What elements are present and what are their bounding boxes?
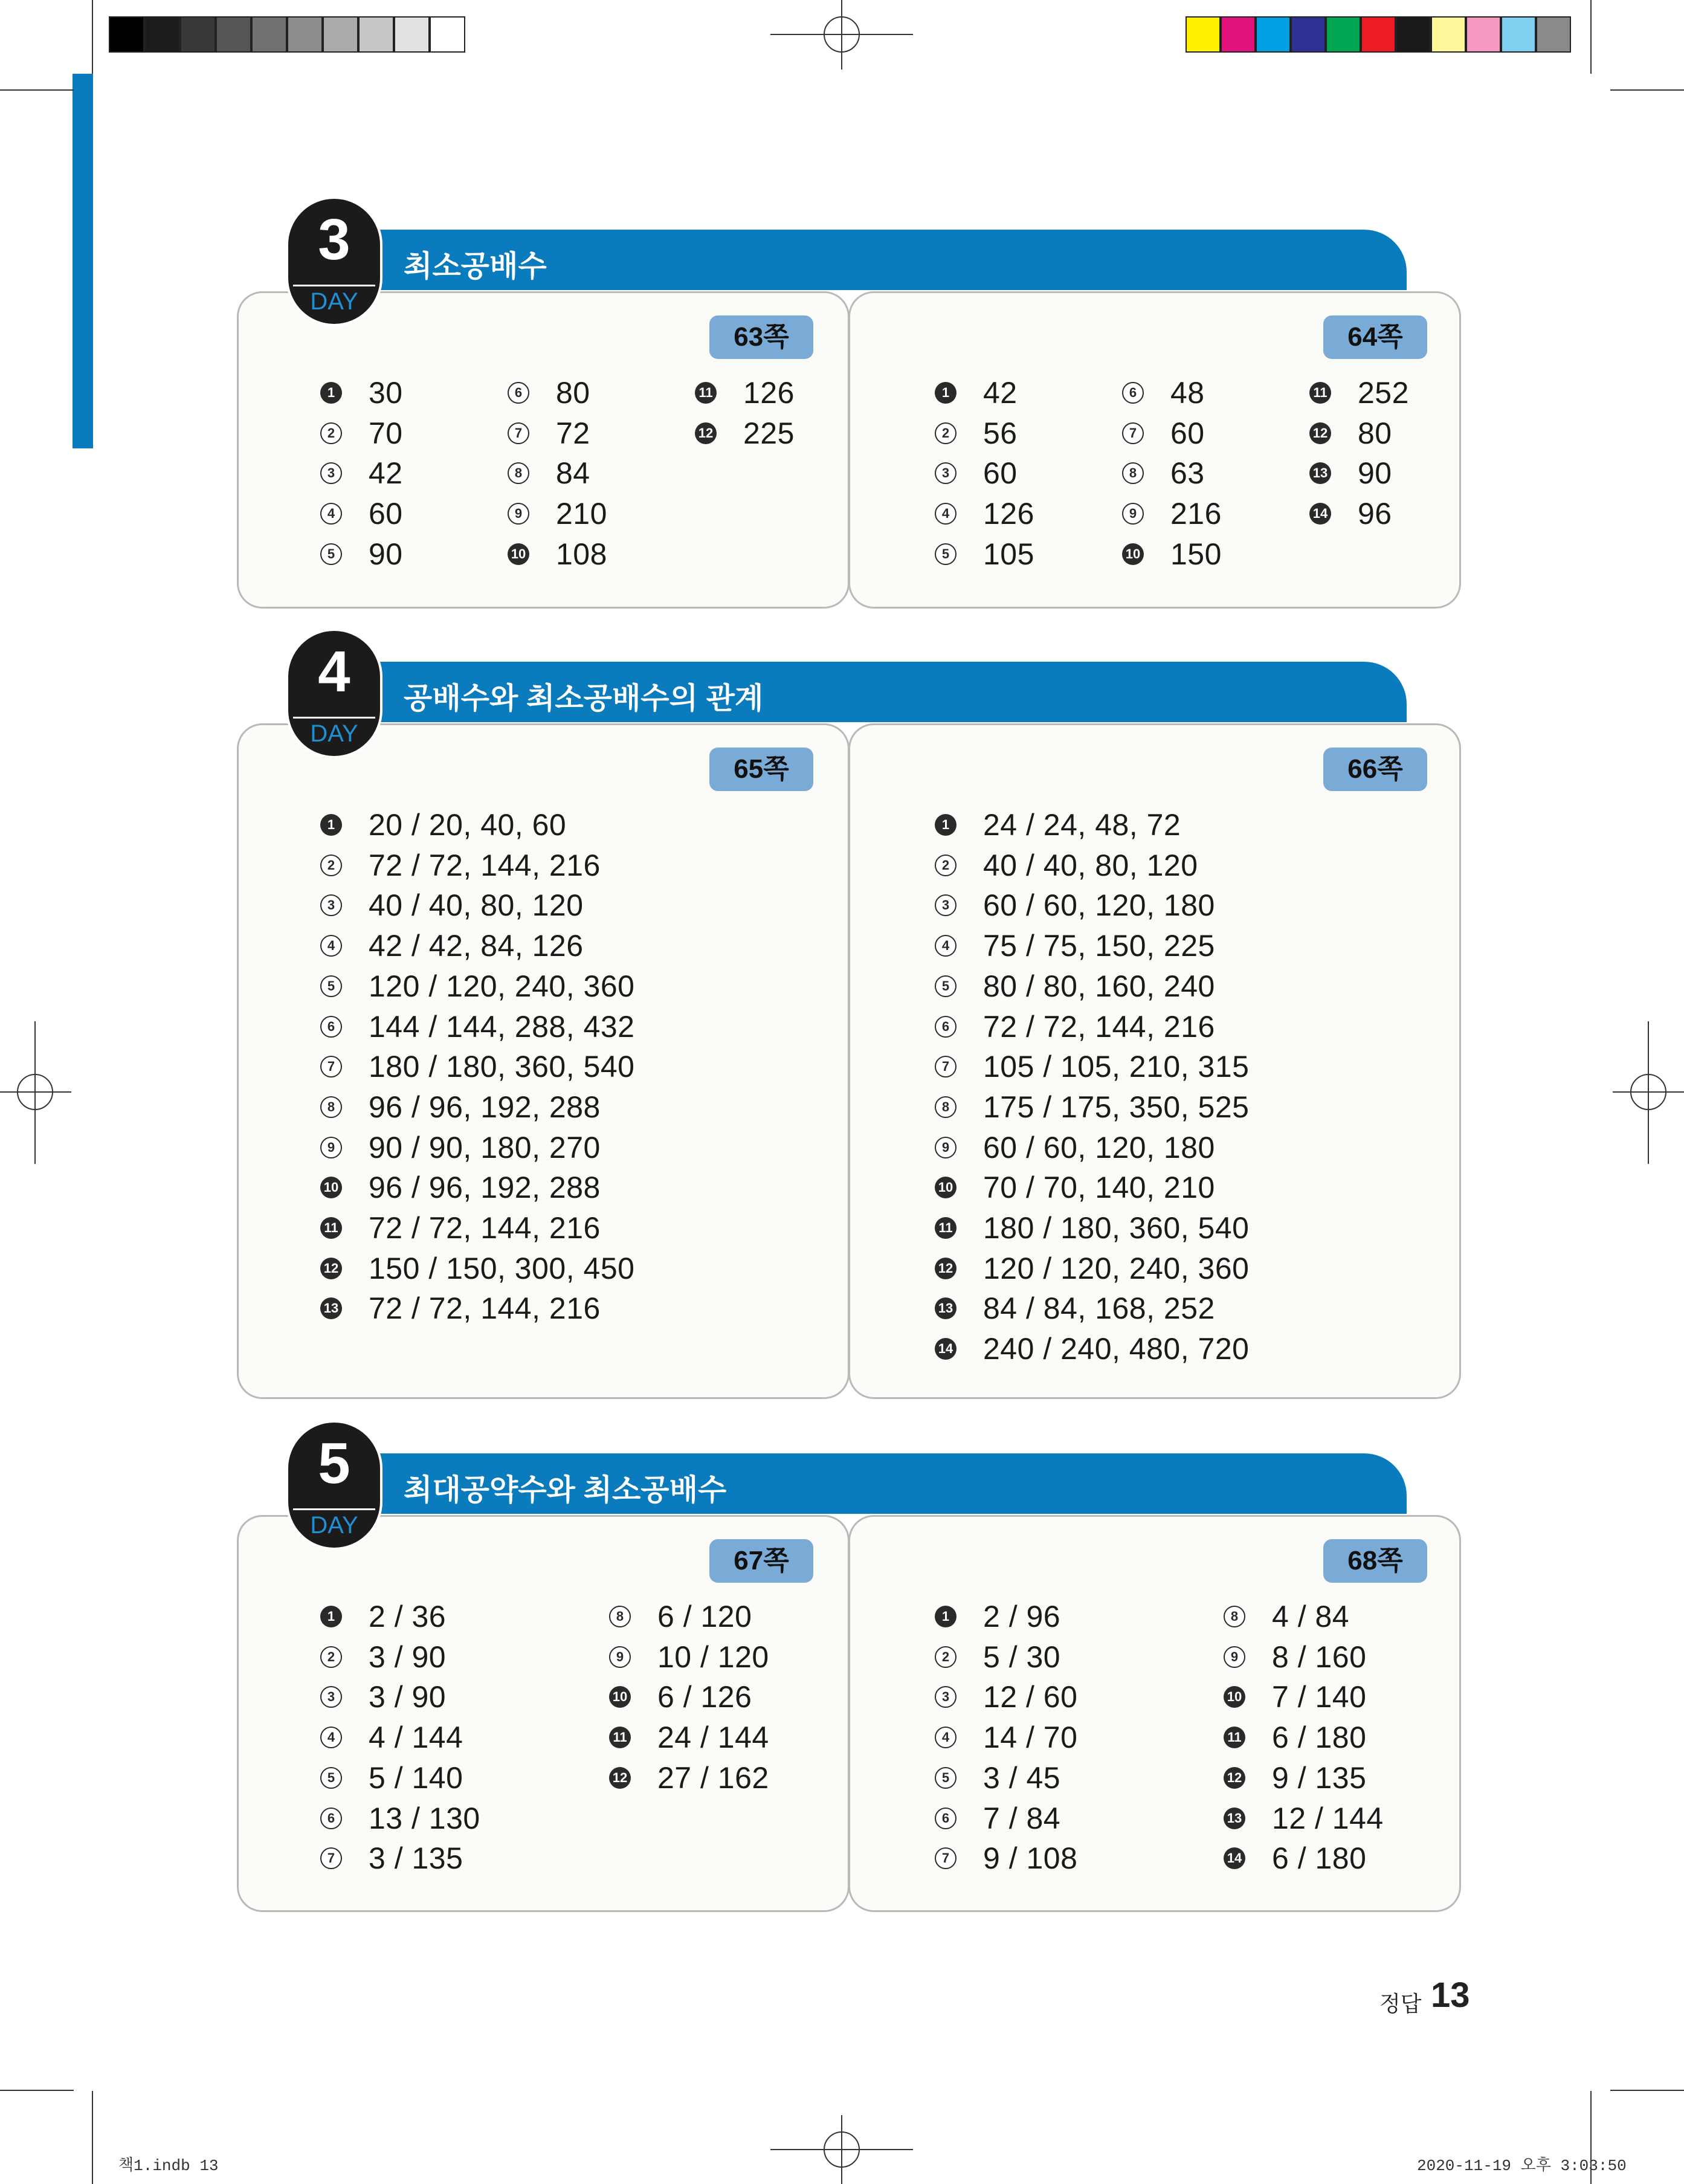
item-number-badge: 14 bbox=[1224, 1847, 1245, 1869]
item-answer: 72 / 72, 144, 216 bbox=[369, 1291, 601, 1326]
item-answer: 9 / 108 bbox=[983, 1841, 1078, 1876]
answer-item bbox=[508, 455, 786, 491]
item-answer: 96 bbox=[1358, 497, 1392, 531]
day-label: DAY bbox=[310, 720, 358, 747]
gray-swatch bbox=[323, 16, 358, 53]
page-tag: 68쪽 bbox=[1323, 1539, 1427, 1583]
item-answer: 3 / 135 bbox=[369, 1841, 463, 1876]
color-swatch bbox=[1536, 16, 1571, 53]
item-answer: 70 bbox=[369, 416, 403, 450]
item-number-badge: 3 bbox=[935, 462, 957, 484]
item-answer: 175 / 175, 350, 525 bbox=[983, 1090, 1250, 1124]
gray-swatch bbox=[287, 16, 323, 53]
item-answer: 240 / 240, 480, 720 bbox=[983, 1332, 1250, 1366]
answer-item bbox=[609, 1639, 887, 1675]
item-number-badge: 5 bbox=[935, 1767, 957, 1789]
day-badge bbox=[286, 196, 382, 326]
color-swatch bbox=[1256, 16, 1291, 53]
item-number-badge: 14 bbox=[935, 1338, 957, 1360]
item-answer: 60 bbox=[983, 456, 1018, 491]
section-title: 공배수와 최소공배수의 관계 bbox=[404, 682, 764, 715]
item-number-badge: 12 bbox=[1224, 1767, 1245, 1789]
day-label: DAY bbox=[310, 1512, 358, 1539]
answer-item bbox=[320, 807, 598, 843]
answer-item bbox=[320, 887, 598, 923]
item-answer: 144 / 144, 288, 432 bbox=[369, 1009, 635, 1044]
item-answer: 75 / 75, 150, 225 bbox=[983, 929, 1215, 963]
item-number-badge: 3 bbox=[320, 462, 342, 484]
answer-item bbox=[1224, 1840, 1502, 1876]
color-swatch bbox=[1431, 16, 1466, 53]
page-tag: 63쪽 bbox=[709, 315, 813, 359]
item-answer: 5 / 140 bbox=[369, 1760, 463, 1795]
item-answer: 180 / 180, 360, 540 bbox=[983, 1211, 1250, 1245]
crop-mark bbox=[1610, 2090, 1684, 2091]
item-answer: 48 bbox=[1170, 376, 1205, 410]
item-answer: 105 bbox=[983, 537, 1034, 571]
item-answer: 5 / 30 bbox=[983, 1640, 1061, 1674]
answer-item bbox=[935, 1250, 1250, 1287]
item-answer: 120 / 120, 240, 360 bbox=[983, 1251, 1250, 1285]
answer-item bbox=[609, 1719, 887, 1756]
answer-item bbox=[320, 1048, 635, 1085]
item-number-badge: 9 bbox=[1122, 503, 1144, 525]
item-answer: 90 bbox=[369, 537, 403, 571]
answer-item bbox=[935, 1129, 1213, 1166]
item-answer: 42 / 42, 84, 126 bbox=[369, 929, 584, 963]
item-number-badge: 8 bbox=[935, 1096, 957, 1118]
page-tag: 67쪽 bbox=[709, 1539, 813, 1583]
item-answer: 60 bbox=[369, 497, 403, 531]
item-answer: 225 bbox=[743, 416, 795, 450]
color-swatch bbox=[1396, 16, 1431, 53]
item-answer: 42 bbox=[369, 456, 403, 491]
item-answer: 90 / 90, 180, 270 bbox=[369, 1130, 601, 1165]
item-number-badge: 6 bbox=[320, 1808, 342, 1829]
answer-item bbox=[1224, 1800, 1502, 1837]
item-answer: 126 bbox=[983, 497, 1034, 531]
item-answer: 40 / 40, 80, 120 bbox=[983, 848, 1198, 882]
slug-file: 책1.indb 13 bbox=[118, 2157, 219, 2175]
answer-item bbox=[935, 1639, 1213, 1675]
item-answer: 72 / 72, 144, 216 bbox=[369, 1211, 601, 1245]
item-number-badge: 11 bbox=[695, 382, 717, 404]
item-number-badge: 7 bbox=[320, 1056, 342, 1077]
item-number-badge: 13 bbox=[935, 1297, 957, 1319]
day-number: 4 bbox=[318, 639, 350, 704]
gray-swatch bbox=[358, 16, 394, 53]
item-answer: 252 bbox=[1358, 376, 1409, 410]
gray-swatch bbox=[180, 16, 216, 53]
item-answer: 13 / 130 bbox=[369, 1801, 480, 1835]
answer-item bbox=[935, 1760, 1213, 1796]
color-swatch bbox=[1291, 16, 1326, 53]
answer-item bbox=[508, 496, 786, 532]
gray-swatch bbox=[144, 16, 180, 53]
item-number-badge: 12 bbox=[695, 422, 717, 444]
item-answer: 63 bbox=[1170, 456, 1205, 491]
item-number-badge: 8 bbox=[508, 462, 529, 484]
item-answer: 7 / 84 bbox=[983, 1801, 1061, 1835]
item-number-badge: 2 bbox=[935, 422, 957, 444]
answer-item bbox=[935, 1679, 1213, 1715]
answer-item bbox=[935, 1210, 1250, 1246]
answer-item bbox=[1224, 1760, 1502, 1796]
answer-item bbox=[1309, 496, 1587, 532]
item-answer: 6 / 180 bbox=[1272, 1720, 1367, 1755]
answer-item bbox=[935, 1089, 1250, 1125]
crop-mark bbox=[92, 0, 93, 74]
crop-mark bbox=[0, 2090, 74, 2091]
item-number-badge: 4 bbox=[320, 935, 342, 957]
answer-item bbox=[320, 1290, 601, 1326]
item-number-badge: 4 bbox=[935, 935, 957, 957]
answer-item bbox=[320, 1089, 601, 1125]
item-answer: 2 / 36 bbox=[369, 1600, 447, 1633]
section-title: 최소공배수 bbox=[404, 250, 547, 283]
day-divider bbox=[293, 285, 375, 286]
footer-label: 정답 bbox=[1379, 1991, 1422, 2016]
item-number-badge: 5 bbox=[320, 543, 342, 565]
gray-swatch bbox=[251, 16, 287, 53]
item-answer: 210 bbox=[556, 497, 607, 531]
answer-item bbox=[935, 1169, 1213, 1206]
color-swatch bbox=[1186, 16, 1221, 53]
item-answer: 80 / 80, 160, 240 bbox=[983, 969, 1215, 1003]
item-answer: 2 / 96 bbox=[983, 1600, 1061, 1633]
gray-swatch bbox=[216, 16, 251, 53]
item-number-badge: 11 bbox=[320, 1217, 342, 1239]
item-number-badge: 12 bbox=[935, 1258, 957, 1279]
item-number-badge: 9 bbox=[935, 1137, 957, 1158]
item-number-badge: 13 bbox=[320, 1297, 342, 1319]
item-number-badge: 1 bbox=[935, 814, 957, 836]
item-number-badge: 13 bbox=[1224, 1808, 1245, 1829]
item-answer: 8 / 160 bbox=[1272, 1640, 1367, 1674]
item-number-badge: 9 bbox=[1224, 1646, 1245, 1668]
answer-item bbox=[1309, 375, 1587, 411]
item-answer: 216 bbox=[1170, 497, 1222, 531]
item-number-badge: 10 bbox=[320, 1177, 342, 1198]
item-answer: 42 bbox=[983, 376, 1018, 410]
item-number-badge: 10 bbox=[1224, 1686, 1245, 1708]
answer-item bbox=[935, 807, 1213, 843]
item-number-badge: 1 bbox=[935, 1606, 957, 1627]
item-answer: 120 / 120, 240, 360 bbox=[369, 969, 635, 1003]
item-number-badge: 14 bbox=[1309, 503, 1331, 525]
item-answer: 180 / 180, 360, 540 bbox=[369, 1050, 635, 1084]
day-badge bbox=[286, 628, 382, 758]
item-number-badge: 10 bbox=[1122, 543, 1144, 565]
item-answer: 96 / 96, 192, 288 bbox=[369, 1171, 601, 1205]
item-number-badge: 9 bbox=[320, 1137, 342, 1158]
item-number-badge: 3 bbox=[320, 894, 342, 916]
answer-item bbox=[320, 1760, 598, 1796]
item-answer: 14 / 70 bbox=[983, 1720, 1078, 1755]
item-number-badge: 11 bbox=[1224, 1727, 1245, 1748]
answer-item bbox=[1122, 536, 1400, 572]
item-answer: 6 / 120 bbox=[657, 1600, 752, 1633]
item-number-badge: 3 bbox=[935, 1686, 957, 1708]
item-number-badge: 5 bbox=[320, 975, 342, 997]
item-answer: 4 / 144 bbox=[369, 1720, 463, 1755]
item-number-badge: 7 bbox=[935, 1847, 957, 1869]
item-number-badge: 10 bbox=[508, 543, 529, 565]
item-answer: 9 / 135 bbox=[1272, 1760, 1367, 1795]
item-answer: 90 bbox=[1358, 456, 1392, 491]
answer-item bbox=[1224, 1639, 1502, 1675]
item-number-badge: 2 bbox=[320, 1646, 342, 1668]
answer-item bbox=[935, 1009, 1213, 1045]
answer-item bbox=[935, 1800, 1213, 1837]
item-number-badge: 4 bbox=[320, 1727, 342, 1748]
item-answer: 7 / 140 bbox=[1272, 1680, 1367, 1714]
item-number-badge: 8 bbox=[320, 1096, 342, 1118]
answer-item bbox=[609, 1598, 887, 1635]
gray-swatch bbox=[109, 16, 144, 53]
item-answer: 60 / 60, 120, 180 bbox=[983, 1130, 1215, 1165]
item-number-badge: 1 bbox=[320, 1606, 342, 1627]
item-answer: 12 / 144 bbox=[1272, 1801, 1384, 1835]
day-number: 5 bbox=[318, 1431, 350, 1496]
item-number-badge: 11 bbox=[935, 1217, 957, 1239]
slug-timestamp: 2020-11-19 오후 3:03:50 bbox=[1417, 2157, 1627, 2175]
item-number-badge: 2 bbox=[935, 1646, 957, 1668]
answer-item bbox=[935, 887, 1213, 923]
page-tag: 66쪽 bbox=[1323, 748, 1427, 791]
color-swatch bbox=[1466, 16, 1501, 53]
item-answer: 30 bbox=[369, 376, 403, 410]
item-answer: 72 / 72, 144, 216 bbox=[983, 1009, 1215, 1044]
day-number: 3 bbox=[318, 207, 350, 272]
crop-mark bbox=[92, 2091, 93, 2184]
color-swatch bbox=[1221, 16, 1256, 53]
item-number-badge: 11 bbox=[609, 1727, 631, 1748]
item-number-badge: 12 bbox=[320, 1258, 342, 1279]
day-label: DAY bbox=[310, 288, 358, 315]
item-answer: 6 / 180 bbox=[1272, 1841, 1367, 1876]
item-answer: 150 bbox=[1170, 537, 1222, 571]
item-number-badge: 10 bbox=[935, 1177, 957, 1198]
answer-item bbox=[935, 1840, 1213, 1876]
crop-mark bbox=[1610, 89, 1684, 91]
item-number-badge: 10 bbox=[609, 1686, 631, 1708]
item-number-badge: 5 bbox=[935, 975, 957, 997]
item-answer: 70 / 70, 140, 210 bbox=[983, 1171, 1215, 1205]
item-answer: 96 / 96, 192, 288 bbox=[369, 1090, 601, 1124]
item-answer: 24 / 24, 48, 72 bbox=[983, 808, 1181, 842]
item-number-badge: 7 bbox=[320, 1847, 342, 1869]
item-number-badge: 6 bbox=[935, 1016, 957, 1038]
answer-item bbox=[320, 1639, 598, 1675]
item-number-badge: 7 bbox=[508, 422, 529, 444]
item-number-badge: 9 bbox=[609, 1646, 631, 1668]
page-number: 13 bbox=[1431, 1976, 1470, 2015]
item-number-badge: 6 bbox=[320, 1016, 342, 1038]
item-answer: 10 / 120 bbox=[657, 1640, 769, 1674]
answer-item bbox=[1309, 415, 1587, 451]
item-answer: 40 / 40, 80, 120 bbox=[369, 888, 584, 923]
side-tab bbox=[73, 74, 93, 448]
answer-item bbox=[1309, 455, 1587, 491]
crop-mark bbox=[0, 89, 74, 91]
answer-item bbox=[320, 1250, 635, 1287]
item-number-badge: 8 bbox=[1122, 462, 1144, 484]
item-number-badge: 9 bbox=[508, 503, 529, 525]
answer-item bbox=[320, 1210, 601, 1246]
item-answer: 12 / 60 bbox=[983, 1680, 1078, 1714]
answer-item bbox=[320, 1009, 635, 1045]
item-answer: 72 / 72, 144, 216 bbox=[369, 848, 601, 882]
item-number-badge: 2 bbox=[320, 422, 342, 444]
answer-item bbox=[320, 1840, 598, 1876]
answer-item bbox=[935, 1331, 1250, 1367]
item-answer: 3 / 90 bbox=[369, 1680, 447, 1714]
item-number-badge: 7 bbox=[1122, 422, 1144, 444]
answer-item bbox=[935, 1048, 1250, 1085]
item-number-badge: 6 bbox=[935, 1808, 957, 1829]
answer-item bbox=[1224, 1679, 1502, 1715]
gray-swatch bbox=[430, 16, 465, 53]
registration-circle bbox=[824, 2131, 860, 2168]
item-number-badge: 4 bbox=[935, 1727, 957, 1748]
answer-item bbox=[935, 1598, 1213, 1635]
answer-item bbox=[320, 1800, 598, 1837]
day-badge bbox=[286, 1420, 382, 1550]
gray-swatch bbox=[394, 16, 430, 53]
answer-item bbox=[609, 1679, 887, 1715]
section-title: 최대공약수와 최소공배수 bbox=[404, 1474, 727, 1507]
color-swatch bbox=[1326, 16, 1361, 53]
item-number-badge: 13 bbox=[1309, 462, 1331, 484]
item-number-badge: 7 bbox=[935, 1056, 957, 1077]
item-number-badge: 2 bbox=[320, 855, 342, 876]
page-tag: 65쪽 bbox=[709, 748, 813, 791]
item-answer: 72 bbox=[556, 416, 590, 450]
item-number-badge: 8 bbox=[1224, 1606, 1245, 1627]
item-answer: 3 / 45 bbox=[983, 1760, 1061, 1795]
answer-item bbox=[320, 968, 635, 1004]
item-number-badge: 8 bbox=[609, 1606, 631, 1627]
item-number-badge: 1 bbox=[320, 814, 342, 836]
item-number-badge: 5 bbox=[320, 1767, 342, 1789]
crop-mark bbox=[1590, 0, 1592, 74]
item-number-badge: 3 bbox=[320, 1686, 342, 1708]
answer-item bbox=[320, 1679, 598, 1715]
item-number-badge: 11 bbox=[1309, 382, 1331, 404]
item-answer: 80 bbox=[556, 376, 590, 410]
answer-item bbox=[935, 968, 1213, 1004]
answer-item bbox=[935, 928, 1213, 964]
answer-item bbox=[609, 1760, 887, 1796]
item-answer: 60 bbox=[1170, 416, 1205, 450]
item-answer: 24 / 144 bbox=[657, 1720, 769, 1755]
item-answer: 126 bbox=[743, 376, 795, 410]
page-tag: 64쪽 bbox=[1323, 315, 1427, 359]
answer-item bbox=[320, 1169, 601, 1206]
answer-item bbox=[508, 536, 786, 572]
registration-circle bbox=[1630, 1074, 1666, 1110]
day-divider bbox=[293, 717, 375, 719]
item-answer: 80 bbox=[1358, 416, 1392, 450]
item-answer: 84 / 84, 168, 252 bbox=[983, 1291, 1215, 1326]
item-number-badge: 1 bbox=[320, 382, 342, 404]
item-answer: 6 / 126 bbox=[657, 1680, 752, 1714]
color-swatch bbox=[1361, 16, 1396, 53]
answer-item bbox=[1224, 1598, 1502, 1635]
item-answer: 60 / 60, 120, 180 bbox=[983, 888, 1215, 923]
item-answer: 84 bbox=[556, 456, 590, 491]
item-answer: 27 / 162 bbox=[657, 1760, 769, 1795]
item-answer: 108 bbox=[556, 537, 607, 571]
item-number-badge: 12 bbox=[1309, 422, 1331, 444]
item-answer: 4 / 84 bbox=[1272, 1600, 1350, 1633]
answer-item bbox=[320, 1129, 601, 1166]
answer-item bbox=[320, 1719, 598, 1756]
item-number-badge: 6 bbox=[508, 382, 529, 404]
registration-circle bbox=[824, 16, 860, 53]
answer-item bbox=[935, 1290, 1213, 1326]
answer-item bbox=[320, 1598, 598, 1635]
item-answer: 150 / 150, 300, 450 bbox=[369, 1251, 635, 1285]
answer-item bbox=[320, 847, 601, 884]
item-number-badge: 4 bbox=[935, 503, 957, 525]
item-answer: 56 bbox=[983, 416, 1018, 450]
answer-item bbox=[1224, 1719, 1502, 1756]
item-answer: 3 / 90 bbox=[369, 1640, 447, 1674]
registration-circle bbox=[17, 1074, 53, 1110]
answer-item bbox=[320, 928, 598, 964]
item-number-badge: 3 bbox=[935, 894, 957, 916]
day-divider bbox=[293, 1508, 375, 1510]
color-swatch bbox=[1501, 16, 1536, 53]
item-answer: 105 / 105, 210, 315 bbox=[983, 1050, 1250, 1084]
item-number-badge: 2 bbox=[935, 855, 957, 876]
item-number-badge: 1 bbox=[935, 382, 957, 404]
item-number-badge: 12 bbox=[609, 1767, 631, 1789]
item-number-badge: 4 bbox=[320, 503, 342, 525]
item-answer: 20 / 20, 40, 60 bbox=[369, 808, 567, 842]
answer-item bbox=[935, 847, 1213, 884]
item-number-badge: 5 bbox=[935, 543, 957, 565]
answer-item bbox=[935, 1719, 1213, 1756]
item-number-badge: 6 bbox=[1122, 382, 1144, 404]
